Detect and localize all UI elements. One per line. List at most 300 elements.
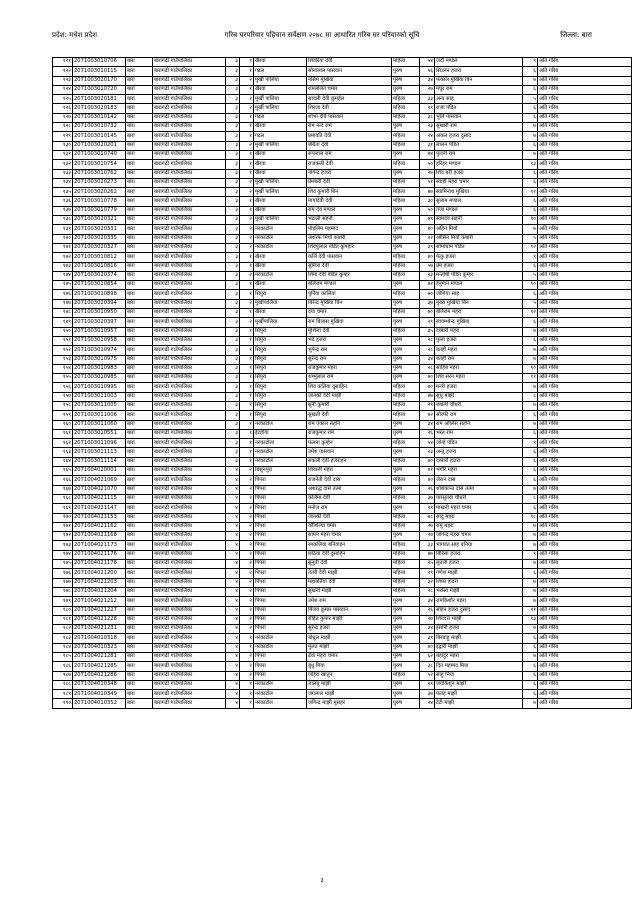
municipality-cell: बारागढी गाउँपालिका [153,383,226,392]
municipality-cell: बारागढी गाउँपालिका [153,318,226,327]
locality-cell: खैरवा [254,150,307,159]
ward-cell: ४ [226,653,240,662]
municipality-cell: बारागढी गाउँपालिका [153,578,226,587]
head-name-cell: सकली देवी हजराहन [307,457,392,466]
gender-cell: महिला [392,188,420,197]
household-id-cell: 2071003011006 [73,411,126,420]
head-name-cell: जगिन्द्र माझी मुसहर [307,699,392,708]
table-row [53,160,632,169]
locality-cell: गढल [254,132,307,141]
tole-number-cell: २ [240,513,254,522]
table-row [53,141,632,150]
tole-number-cell: २ [240,569,254,578]
head-name-cell: राजकुमार राम [307,429,392,438]
spouse-name-cell: भागवत साह बनिया [435,541,523,550]
ward-cell: ३ [226,132,240,141]
age-cell: ४८ [420,513,435,522]
gender-cell: पुरुष [392,420,420,429]
poverty-category-cell: अति गरिब [538,327,632,336]
municipality-cell: बारागढी गाउँपालिका [153,85,226,94]
ward-cell: ३ [226,141,240,150]
spouse-name-cell: दब्बारी महरा [435,327,523,336]
member-count-cell: ६ [523,262,538,271]
district-cell: बारा [126,662,153,671]
ward-cell: ३ [226,429,240,438]
district-cell: बारा [126,216,153,225]
household-id-cell: 2071003011113 [73,448,126,457]
municipality-cell: बारागढी गाउँपालिका [153,113,226,122]
serial-number-cell: १९० [53,699,73,708]
table-row [53,457,632,466]
district-cell: बारा [126,587,153,596]
age-cell: ४७ [420,550,435,559]
spouse-name-cell: अकल हजरा दुसाद [435,132,523,141]
household-id-cell: 2071004021069 [73,476,126,485]
serial-number-cell: १५४ [53,364,73,373]
district-cell: बारा [126,401,153,410]
age-cell: ५६ [420,67,435,76]
age-cell: ६२ [420,653,435,662]
age-cell: ३३ [420,95,435,104]
member-count-cell: ६ [523,429,538,438]
age-cell: २७ [420,522,435,531]
serial-number-cell: १४६ [53,290,73,299]
member-count-cell: ५ [523,95,538,104]
member-count-cell: ७ [523,401,538,410]
table-row [53,290,632,299]
household-id-cell: 2071003011005 [73,401,126,410]
gender-cell: महिला [392,104,420,113]
ward-cell: ३ [226,150,240,159]
household-id-cell: 2071003020397 [73,318,126,327]
serial-number-cell: १८३ [53,634,73,643]
serial-number-cell: १४३ [53,262,73,271]
district-cell: बारा [126,299,153,308]
poverty-category-cell: अति गरिब [538,150,632,159]
head-name-cell: उमेश पासवान [307,448,392,457]
member-count-cell: ६ [523,290,538,299]
district-cell: बारा [126,560,153,569]
locality-cell: पिपरा [254,606,307,615]
head-name-cell: कर्लि देवी पासवान [307,253,392,262]
locality-cell: नरकाटोला [254,439,307,448]
locality-cell: मुर्खी पालिया [254,141,307,150]
member-count-cell: ७ [523,123,538,132]
household-id-cell: 2071004021212 [73,597,126,606]
poverty-category-cell: अति गरिब [538,411,632,420]
member-count-cell: ५ [523,299,538,308]
gender-cell: महिला [392,541,420,550]
serial-number-cell: १३९ [53,225,73,234]
spouse-name-cell: प्रेम हजरा [435,262,523,271]
serial-number-cell: १६४ [53,457,73,466]
ward-cell: ३ [226,374,240,383]
age-cell: २७ [420,615,435,624]
gender-cell: पुरुष [392,662,420,671]
ward-cell: ४ [226,634,240,643]
tole-number-cell: १ [240,123,254,132]
poverty-category-cell: अति गरिब [538,560,632,569]
tole-number-cell: १ [240,169,254,178]
serial-number-cell: १४१ [53,243,73,252]
member-count-cell: ११ [523,188,538,197]
serial-number-cell: १७४ [53,550,73,559]
municipality-cell: बारागढी गाउँपालिका [153,225,226,234]
serial-number-cell: १३३ [53,169,73,178]
household-id-cell: 2071004021200 [73,569,126,578]
ward-cell: ४ [226,625,240,634]
municipality-cell: बारागढी गाउँपालिका [153,429,226,438]
poverty-category-cell: अति गरिब [538,420,632,429]
table-row [53,383,632,392]
locality-cell: सिपुरा [254,383,307,392]
ward-cell: ४ [226,522,240,531]
head-name-cell: सुनी कुमारी [307,401,392,410]
ward-cell: ३ [226,225,240,234]
head-name-cell: रामललित चमार [307,85,392,94]
age-cell: ४२ [420,411,435,420]
table-row [53,587,632,596]
household-id-cell: 2071003010142 [73,113,126,122]
serial-number-cell: १३० [53,141,73,150]
page-number: ३ [320,877,324,884]
tole-number-cell: २ [240,532,254,541]
gender-cell: पुरुष [392,216,420,225]
spouse-name-cell: भरोसा माझी [435,587,523,596]
serial-number-cell: १७६ [53,569,73,578]
locality-cell: पिपरा [254,587,307,596]
tole-number-cell: २ [240,104,254,113]
serial-number-cell: १६१ [53,429,73,438]
ward-cell: ३ [226,327,240,336]
head-name-cell: मुलत माझी [307,643,392,652]
household-id-cell: 2071003010778 [73,197,126,206]
tole-number-cell: १ [240,448,254,457]
poverty-category-cell: अति गरिब [538,290,632,299]
poverty-category-cell: अति गरिब [538,123,632,132]
tole-number-cell: २ [240,541,254,550]
locality-cell: खैरवा [254,123,307,132]
tole-number-cell: २ [240,188,254,197]
district-cell: बारा [126,206,153,215]
head-name-cell: राम एकाल सहनि [307,420,392,429]
district-cell: बारा [126,67,153,76]
household-id-cell: 2071004021176 [73,550,126,559]
member-count-cell: ६ [523,206,538,215]
household-id-cell: 2071003011114 [73,457,126,466]
serial-number-cell: १८२ [53,625,73,634]
household-id-cell: 2071003020183 [73,104,126,113]
head-name-cell: भदे हजरा [307,336,392,345]
member-count-cell: ६ [523,690,538,699]
member-count-cell: ६ [523,457,538,466]
member-count-cell: ६ [523,197,538,206]
poverty-category-cell: अति गरिब [538,309,632,318]
household-id-cell: 2071004021173 [73,541,126,550]
district-cell: बारा [126,281,153,290]
member-count-cell: ७ [523,625,538,634]
locality-cell: सिपुरा [254,355,307,364]
serial-number-cell: १३५ [53,188,73,197]
ward-cell: ४ [226,467,240,476]
age-cell: २३ [420,123,435,132]
serial-number-cell: १५७ [53,392,73,401]
municipality-cell: बारागढी गाउँपालिका [153,346,226,355]
locality-cell: पिपरा [254,504,307,513]
household-id-cell: 2071003010706 [73,58,126,67]
ward-cell: ३ [226,76,240,85]
ward-cell: ३ [226,123,240,132]
locality-cell: गढल [254,67,307,76]
household-id-cell: 2071004021203 [73,578,126,587]
member-count-cell: ६ [523,113,538,122]
locality-cell: नरकाटोल [254,420,307,429]
spouse-name-cell: राम ओलिस सहनि [435,420,523,429]
head-name-cell: कर्लिमा देवी [307,494,392,503]
locality-cell: मुर्खी पालिया [254,216,307,225]
spouse-name-cell: अहिन मियाँ [435,225,523,234]
table-row [53,216,632,225]
gender-cell: महिला [392,383,420,392]
spouse-name-cell: गणेश माझी [435,569,523,578]
locality-cell: पिपरा [254,485,307,494]
spouse-name-cell: बिरिसा हजरा [435,550,523,559]
spouse-name-cell: सुधु माझी [435,392,523,401]
ward-cell: ३ [226,262,240,271]
age-cell: २६ [420,485,435,494]
district-cell: बारा [126,132,153,141]
municipality-cell: बारागढी गाउँपालिका [153,336,226,345]
age-cell: ३३ [420,541,435,550]
table-row [53,615,632,624]
serial-number-cell: १५५ [53,374,73,383]
municipality-cell: बारागढी गाउँपालिका [153,680,226,689]
locality-cell: सिपुरा [254,392,307,401]
district-cell: बारा [126,690,153,699]
household-id-cell: 2071004021231 [73,625,126,634]
tole-number-cell: १ [240,429,254,438]
district-cell: बारा [126,197,153,206]
head-name-cell: शोभा देवि पासवान [307,113,392,122]
table-row [53,690,632,699]
ward-cell: ४ [226,578,240,587]
municipality-cell: बारागढी गाउँपालिका [153,216,226,225]
member-count-cell: १० [523,216,538,225]
ward-cell: ४ [226,699,240,708]
spouse-name-cell: जेरान दास [435,476,523,485]
serial-number-cell: १३७ [53,206,73,215]
household-id-cell: 2071004021227 [73,606,126,615]
household-id-cell: 2071003020374 [73,271,126,280]
member-count-cell: ७ [523,541,538,550]
poverty-category-cell: अति गरिब [538,504,632,513]
poverty-category-cell: अति गरिब [538,541,632,550]
locality-cell: सिपुरा [254,336,307,345]
member-count-cell: ६ [523,504,538,513]
table-row [53,95,632,104]
household-id-cell: 2071003010898 [73,290,126,299]
district-cell: बारा [126,123,153,132]
serial-number-cell: १५२ [53,346,73,355]
poverty-category-cell: अति गरिब [538,439,632,448]
spouse-name-cell: बहादुर महरा [435,653,523,662]
household-id-cell: 2071004010348 [73,680,126,689]
head-name-cell: महाबतिया देवी [307,578,392,587]
age-cell: २३ [420,448,435,457]
locality-cell: पिपरा [254,532,307,541]
locality-cell: खैरवा [254,253,307,262]
municipality-cell: बारागढी गाउँपालिका [153,513,226,522]
municipality-cell: बारागढी गाउँपालिका [153,95,226,104]
age-cell: ४२ [420,281,435,290]
member-count-cell: ७ [523,597,538,606]
member-count-cell: ६ [523,476,538,485]
district-cell: बारा [126,383,153,392]
ward-cell: ४ [226,615,240,624]
locality-cell: मुर्खी पालिया [254,104,307,113]
poverty-category-cell: अति गरिब [538,58,632,67]
ward-cell: ३ [226,364,240,373]
poverty-category-cell: अति गरिब [538,355,632,364]
table-row [53,467,632,476]
table-row [53,439,632,448]
district-cell: बारा [126,262,153,271]
district-cell: बारा [126,169,153,178]
poverty-category-cell: अति गरिब [538,374,632,383]
spouse-name-cell: भुलि पासवान [435,113,523,122]
tole-number-cell: २ [240,141,254,150]
ward-cell: ३ [226,206,240,215]
poverty-category-cell: अति गरिब [538,197,632,206]
tole-number-cell: २ [240,671,254,680]
table-row [53,401,632,410]
member-count-cell: ७ [523,76,538,85]
district-cell: बारा [126,597,153,606]
municipality-cell: बारागढी गाउँपालिका [153,178,226,187]
ward-cell: ३ [226,178,240,187]
table-row [53,606,632,615]
ward-cell: ३ [226,448,240,457]
ward-cell: ३ [226,58,240,67]
locality-cell: खैरवा [254,281,307,290]
ward-cell: ३ [226,271,240,280]
gender-cell: पुरुष [392,67,420,76]
household-id-cell: 2071003010762 [73,169,126,178]
head-name-cell: बबिता देवी [307,141,392,150]
gender-cell: पुरुष [392,336,420,345]
district-cell: बारा [126,327,153,336]
district-cell: बारा [126,95,153,104]
ward-cell: ३ [226,188,240,197]
age-cell: २७ [420,169,435,178]
municipality-cell: बारागढी गाउँपालिका [153,690,226,699]
spouse-name-cell: तेजा मण्डल [435,206,523,215]
member-count-cell: ८ [523,392,538,401]
ward-cell: ३ [226,234,240,243]
municipality-cell: बारागढी गाउँपालिका [153,58,226,67]
gender-cell: महिला [392,671,420,680]
age-cell: ५४ [420,58,435,67]
ward-cell: ४ [226,541,240,550]
serial-number-cell: १३६ [53,197,73,206]
ward-cell: ३ [226,336,240,345]
age-cell: ४१ [420,467,435,476]
member-count-cell: ७ [523,587,538,596]
table-row [53,104,632,113]
locality-cell: पिपरा [254,569,307,578]
municipality-cell: बारागढी गाउँपालिका [153,299,226,308]
tole-number-cell: १ [240,346,254,355]
member-count-cell: ७ [523,346,538,355]
household-id-cell: 2071004021168 [73,532,126,541]
spouse-name-cell: शिव बरी हजरा [435,169,523,178]
locality-cell: पिपरा [254,560,307,569]
member-count-cell: ९ [523,253,538,262]
locality-cell: सिपुरा [254,290,307,299]
spouse-name-cell: मुख्य मुखिया बिन [435,299,523,308]
household-id-cell: 2071003010983 [73,364,126,373]
ward-cell: ३ [226,318,240,327]
table-row [53,597,632,606]
age-cell: ३५ [420,327,435,336]
household-id-cell: 2071004021153 [73,513,126,522]
gender-cell: महिला [392,392,420,401]
tole-number-cell: २ [240,597,254,606]
member-count-cell: ११ [523,374,538,383]
locality-cell: पिपरा [254,615,307,624]
district-cell: बारा [126,243,153,252]
district-cell: बारा [126,336,153,345]
poverty-category-cell: अति गरिब [538,448,632,457]
table-row [53,448,632,457]
district-cell: बारा [126,653,153,662]
locality-cell: नरकाटोल [254,234,307,243]
head-name-cell: सुनुती देवी [307,560,392,569]
municipality-cell: बारागढी गाउँपालिका [153,699,226,708]
ward-cell: ३ [226,457,240,466]
table-row [53,532,632,541]
ward-cell: ३ [226,346,240,355]
page-header [52,28,592,42]
serial-number-cell: १४७ [53,299,73,308]
spouse-name-cell: मघुर राम [435,85,523,94]
household-id-cell: 2071004010349 [73,690,126,699]
locality-cell: खैरवा [254,309,307,318]
household-id-cell: 2071003010720 [73,85,126,94]
locality-cell: नरकाटोल [254,457,307,466]
locality-cell: ईटहीया [254,429,307,438]
head-name-cell: रोहित कुमार माझी [307,615,392,624]
age-cell: ४० [420,253,435,262]
spouse-name-cell: माखनी महरा चमार [435,504,523,513]
age-cell: ३९ [420,243,435,252]
age-cell: ४७ [420,188,435,197]
household-id-cell: 2071003020262 [73,188,126,197]
head-name-cell: भटाली सहनी [307,216,392,225]
spouse-name-cell: फुला हजरा [435,336,523,345]
poverty-category-cell: अति गरिब [538,160,632,169]
serial-number-cell: १५३ [53,355,73,364]
member-count-cell: ९ [523,550,538,559]
ward-cell: ४ [226,606,240,615]
tole-number-cell: १ [240,206,254,215]
age-cell: ५४ [420,439,435,448]
spouse-name-cell: भगौरे महरा [435,467,523,476]
gender-cell: महिला [392,160,420,169]
age-cell: ३४ [420,597,435,606]
locality-cell: पिपरा [254,578,307,587]
head-name-cell: शिरजा देवी [307,104,392,113]
